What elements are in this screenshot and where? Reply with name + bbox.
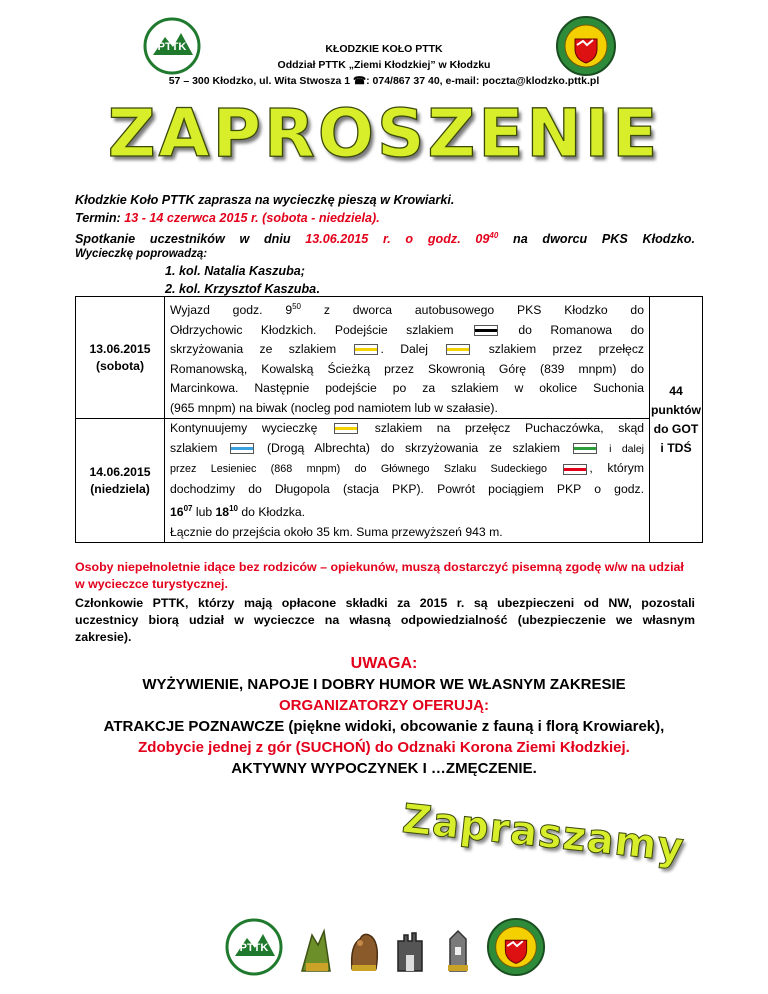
points-got: do GOT <box>653 421 699 436</box>
green-trail-marker <box>573 443 597 454</box>
train-time-1: 16 <box>170 505 184 520</box>
day1-line-4: Romanowską, Kowalską Ścieżką przez Skowronią Górę (839 mnpm) do <box>170 361 644 376</box>
meeting-date <box>305 232 498 246</box>
yellow-trail-marker <box>334 423 358 434</box>
schedule-row-day2 <box>76 419 703 543</box>
day1-line-5: Marcinkowa. Następnie podejście po za szlakiem w okolice Suchonia <box>170 381 644 396</box>
train-time-2-minutes: 10 <box>229 504 238 514</box>
pttk-logo-text: PTTK <box>157 41 187 53</box>
red-trail-marker <box>563 464 587 475</box>
day2-line-5 <box>170 499 644 523</box>
day2-date: 14.06.2015 <box>89 464 151 479</box>
day2-line-6: Łącznie do przejścia około 35 km. Suma przewyższeń 943 m. <box>170 524 503 539</box>
day1-line-6: (965 mnpm) na biwak (nocleg pod namiotem lub w szałasie). <box>170 400 498 415</box>
term-label: Termin: <box>75 211 125 225</box>
points-cell <box>650 297 703 543</box>
header-address <box>0 73 768 89</box>
closing-zapraszamy: Zapraszamy <box>400 796 687 872</box>
phone-icon: ☎ <box>353 75 367 87</box>
day2-line-1 <box>170 419 644 439</box>
schedule-row-day1 <box>76 297 703 419</box>
minors-note: Osoby niepełnoletnie idące bez rodziców – opiekunów, muszą dostarczyć pisemną zgodę w/w na udział w wycieczce turystycznej. <box>75 560 684 591</box>
meeting-place: na dworcu PKS Kłodzko. <box>498 232 695 247</box>
term-line <box>75 209 695 227</box>
term-value: 13 - 14 czerwca 2015 r. (sobota - niedziela). <box>124 211 380 225</box>
day2-weekday: (niedziela) <box>90 481 150 496</box>
day2-line-2 <box>170 439 644 460</box>
tower-badge-icon <box>440 925 476 975</box>
day1-description <box>165 297 650 419</box>
day1-text-3c: szlakiem przez przełęcz <box>472 342 645 357</box>
day2-date-cell <box>76 419 165 543</box>
day1-date-cell <box>76 297 165 419</box>
header-branch: Oddział PTTK „Ziemi Kłodzkiej” w Kłodzku <box>277 59 491 71</box>
day1-text-2b: do Romanowa do <box>499 322 644 337</box>
castle-badge-icon <box>392 925 428 975</box>
header-club-name: KŁODZKIE KOŁO PTTK <box>325 43 443 55</box>
day2-text-dest: do Kłodzka. <box>237 505 306 520</box>
yellow-trail-marker <box>446 344 470 355</box>
uwaga-line-2: ORGANIZATORZY OFERUJĄ: <box>278 697 489 714</box>
points-number: 44 <box>669 383 683 398</box>
pttk-logo-bottom <box>225 918 283 976</box>
points-tds: i TDŚ <box>660 440 692 455</box>
blue-trail-marker <box>230 443 254 454</box>
leaders-label: Wycieczkę poprowadzą: <box>75 248 208 260</box>
mountain-badge-icon <box>298 925 334 975</box>
pttk-logo-bottom-text: PTTK <box>239 942 269 954</box>
day2-description <box>165 419 650 543</box>
leader-2-period: . <box>316 282 320 296</box>
day2-text-1a: Kontynuujemy wycieczkę <box>170 421 333 436</box>
day1-date: 13.06.2015 <box>89 341 151 356</box>
day1-line-1 <box>170 297 644 321</box>
bear-badge-icon <box>346 925 382 975</box>
club-emblem-bottom <box>486 917 546 977</box>
day2-text-2a: szlakiem <box>170 440 229 455</box>
uwaga-line-5: AKTYWNY WYPOCZYNEK I …ZMĘCZENIE. <box>231 760 537 777</box>
day1-text-3a: skrzyżowania ze szlakiem <box>170 342 353 357</box>
day2-text-3b: , którym <box>589 461 644 476</box>
day2-line-3 <box>170 459 644 480</box>
day1-departure-minutes: 50 <box>292 302 302 311</box>
black-trail-marker <box>474 325 498 336</box>
day2-text-2b: (Drogą Albrechta) do skrzyżowania ze szlakiem <box>256 440 571 455</box>
meeting-date-text: 13.06.2015 r. o godz. 09 <box>305 232 490 247</box>
uwaga-title: UWAGA: <box>350 655 418 672</box>
leader-1: 1. kol. Natalia Kaszuba; <box>165 264 305 278</box>
train-time-1-minutes: 07 <box>183 504 193 514</box>
day2-line-4: dochodzimy do Długopola (stacja PKP). Powrót pociągiem PKP o godz. <box>170 481 644 496</box>
day2-text-2c: i dalej <box>598 442 645 455</box>
meeting-line <box>75 227 695 248</box>
uwaga-line-1: WYŻYWIENIE, NAPOJE I DOBRY HUMOR WE WŁASNYM ZAKRESIE <box>142 676 626 693</box>
members-note-line3: zakresie). <box>75 630 132 644</box>
meeting-text: Spotkanie uczestników w dniu <box>75 232 306 247</box>
points-label: punktów <box>650 402 702 417</box>
intro-line: Kłodzkie Koło PTTK zaprasza na wycieczkę pieszą w Krowiarki. <box>75 193 455 207</box>
uwaga-line-3: ATRAKCJE POZNAWCZE (piękne widoki, obcowanie z fauną i florą Krowiarek), <box>103 718 665 735</box>
address-text: 57 – 300 Kłodzko, ul. Wita Stwosza 1 <box>168 75 354 87</box>
members-note-line1: Członkowie PTTK, którzy mają opłacone składki za 2015 r. są ubezpieczeni od NW, pozostali <box>75 596 695 610</box>
day1-line-2 <box>170 321 644 341</box>
day1-weekday: (sobota) <box>95 358 145 373</box>
leader-2-name: 2. kol. Krzysztof Kaszuba <box>165 282 317 296</box>
day1-line-3 <box>170 340 644 360</box>
invitation-title: ZAPROSZENIE <box>107 95 661 172</box>
meeting-minutes: 40 <box>489 231 499 240</box>
yellow-trail-marker <box>354 344 378 355</box>
day2-text-3a: przez Lesieniec (868 mnpm) do Głównego Szlaku Sudeckiego <box>170 463 562 476</box>
train-time-2: 18 <box>215 505 230 520</box>
day2-text-1b: szlakiem na przełęcz Puchaczówka, skąd <box>360 421 644 436</box>
contact-text: : 074/867 37 40, e-mail: poczta@klodzko.pttk.pl <box>366 75 600 87</box>
day1-text-2a: Ołdrzychowic Kłodzkich. Podejście szlakiem <box>170 322 472 337</box>
day1-departure: Wyjazd godz. 9 <box>170 303 293 318</box>
schedule-table <box>75 296 703 543</box>
day2-text-or: lub <box>192 505 216 520</box>
day1-departure-place: z dworca autobusowego PKS Kłodzko do <box>301 303 644 318</box>
members-note-line2: uczestnicy biorą udział w wycieczce na własną odpowiedzialność (ubezpieczenie we własnym <box>75 613 695 627</box>
uwaga-line-4: Zdobycie jednej z gór (SUCHOŃ) do Odznaki Korona Ziemi Kłodzkiej. <box>138 739 630 756</box>
day1-text-3b: . Dalej <box>380 342 445 357</box>
